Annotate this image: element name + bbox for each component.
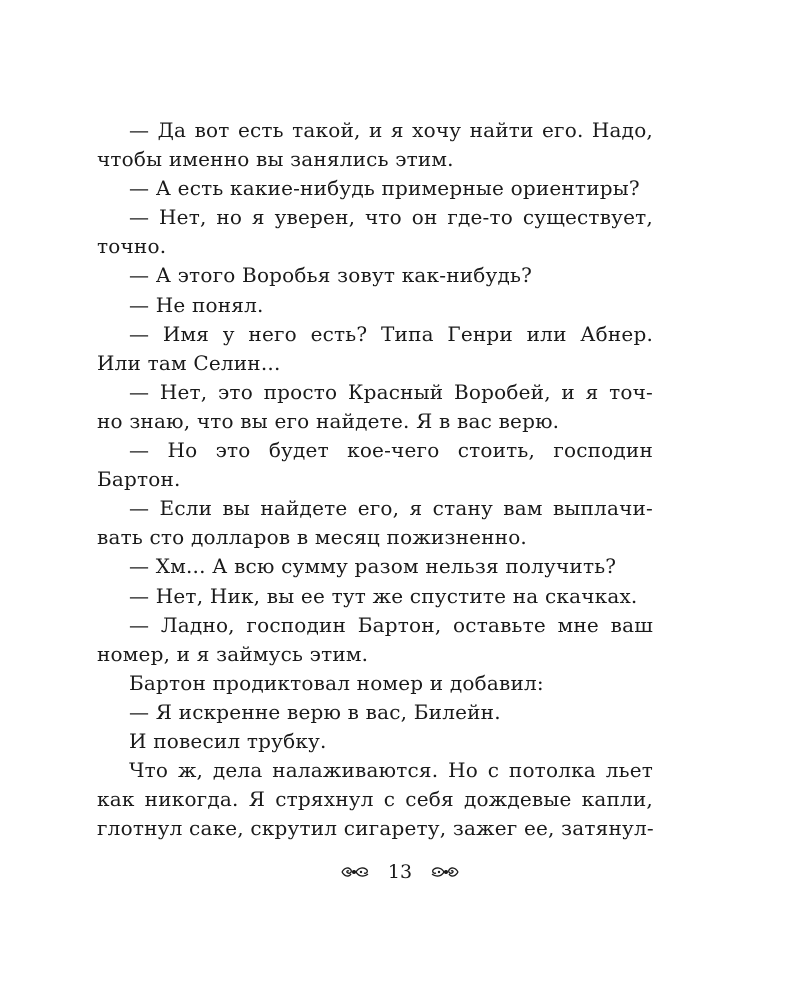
text-line: Бартон.: [97, 467, 181, 492]
text-line: — Нет, Ник, вы ее тут же спустите на скачках.: [129, 583, 638, 608]
text-line: — Нет, но я уверен, что он где-то существует,: [129, 205, 653, 230]
text-line: вать сто долларов в месяц пожизненно.: [97, 525, 527, 550]
book-page-text: [97, 116, 653, 843]
page-footer: [0, 858, 800, 885]
text-line: — Хм... А всю сумму разом нельзя получить?: [129, 554, 617, 579]
text-line: номер, и я займусь этим.: [97, 641, 369, 666]
text-line: точно.: [97, 234, 167, 259]
text-line: И повесил трубку.: [129, 728, 327, 753]
text-line: — Не понял.: [129, 292, 264, 317]
text-line: глотнул саке, скрутил сигарету, зажег ее, затянул-: [97, 816, 654, 841]
text-line: как никогда. Я стряхнул с себя дождевые капли,: [97, 787, 653, 812]
text-line: но знаю, что вы его найдете. Я в вас верю.: [97, 408, 560, 433]
text-line: — А есть какие-нибудь примерные ориентиры?: [129, 176, 640, 201]
fleuron-right-icon: [430, 864, 460, 880]
text-line: — Имя у него есть? Типа Генри или Абнер.: [129, 321, 653, 346]
text-line: чтобы именно вы занялись этим.: [97, 147, 454, 172]
fleuron-left-icon: [340, 864, 370, 880]
text-line: — Но это будет кое-чего стоить, господин: [129, 438, 653, 463]
text-line: — Ладно, господин Бартон, оставьте мне ваш: [129, 612, 653, 637]
text-line: — А этого Воробья зовут как-нибудь?: [129, 263, 533, 288]
text-line: Бартон продиктовал номер и добавил:: [129, 670, 544, 695]
text-line: Что ж, дела налаживаются. Но с потолка льет: [129, 758, 653, 783]
text-line: Или там Селин...: [97, 350, 281, 375]
text-line: — Да вот есть такой, и я хочу найти его. Надо,: [129, 118, 653, 142]
text-line: — Если вы найдете его, я стану вам выплачи-: [129, 496, 653, 521]
text-line: — Я искренне верю в вас, Билейн.: [129, 699, 501, 724]
page-number: 13: [387, 861, 413, 883]
text-line: — Нет, это просто Красный Воробей, и я точ-: [129, 379, 653, 404]
